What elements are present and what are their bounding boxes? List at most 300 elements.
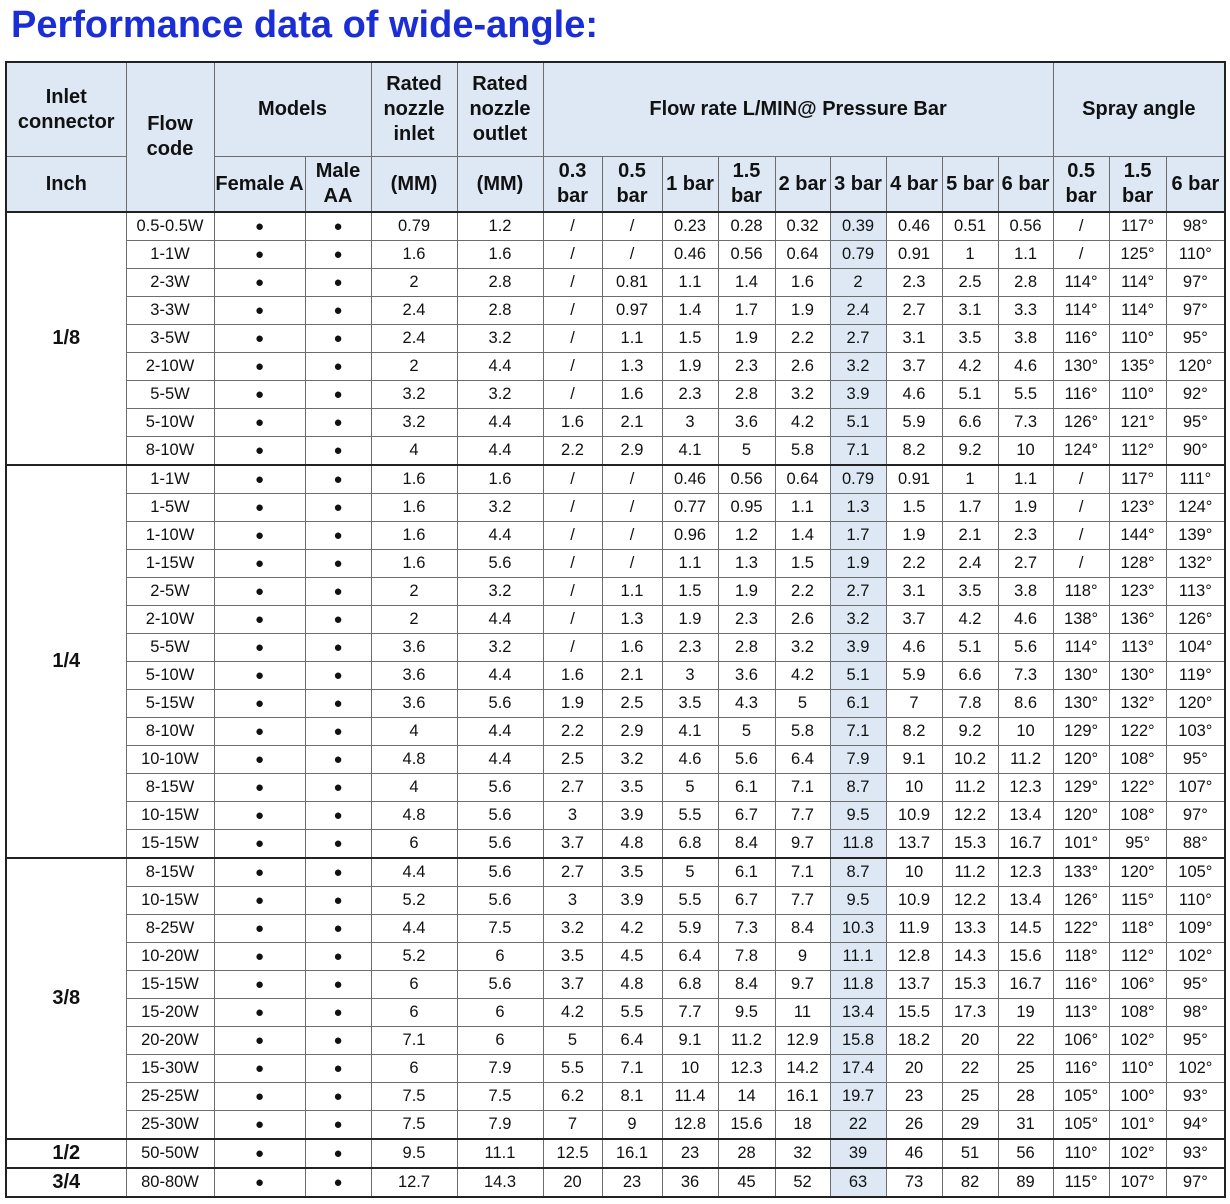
flow-0.5bar-cell: 4.2 xyxy=(602,915,662,943)
angle-1.5bar-cell: 95° xyxy=(1109,830,1166,859)
male-aa-cell: ● xyxy=(305,381,371,409)
flow-0.5bar-cell: 3.9 xyxy=(602,802,662,830)
flow-3bar-cell: 3.9 xyxy=(830,634,886,662)
flow-2bar-cell: 12.9 xyxy=(775,1027,830,1055)
flow-code-cell: 20-20W xyxy=(126,1027,214,1055)
flow-code-cell: 3-5W xyxy=(126,325,214,353)
outlet-mm-cell: 3.2 xyxy=(457,325,543,353)
outlet-mm-cell: 6 xyxy=(457,943,543,971)
flow-code-cell: 10-15W xyxy=(126,802,214,830)
flow-0.5bar-cell: 23 xyxy=(602,1168,662,1197)
flow-6bar-cell: 1.1 xyxy=(998,465,1053,494)
angle-1.5bar-cell: 108° xyxy=(1109,802,1166,830)
flow-code-cell: 15-15W xyxy=(126,971,214,999)
flow-2bar-cell: 1.9 xyxy=(775,297,830,325)
female-a-cell: ● xyxy=(214,606,305,634)
flow-0.5bar-cell: 3.5 xyxy=(602,774,662,802)
male-aa-cell: ● xyxy=(305,437,371,466)
flow-6bar-cell: 10 xyxy=(998,718,1053,746)
table-row xyxy=(6,887,1225,915)
flow-1bar-cell: 36 xyxy=(662,1168,718,1197)
angle-1.5bar-cell: 115° xyxy=(1109,887,1166,915)
flow-5bar-cell: 25 xyxy=(942,1083,998,1111)
flow-0.5bar-cell: 4.8 xyxy=(602,830,662,859)
flow-1.5bar-cell: 3.6 xyxy=(718,662,775,690)
flow-5bar-cell: 3.1 xyxy=(942,297,998,325)
flow-2bar-cell: 9.7 xyxy=(775,971,830,999)
inlet-mm-cell: 4 xyxy=(371,437,457,466)
flow-code-cell: 15-15W xyxy=(126,830,214,859)
flow-2bar-cell: 1.5 xyxy=(775,550,830,578)
flow-0.3bar-cell: 2.2 xyxy=(543,437,602,466)
angle-6bar-cell: 88° xyxy=(1166,830,1225,859)
flow-5bar-cell: 3.5 xyxy=(942,578,998,606)
table-row xyxy=(6,662,1225,690)
flow-3bar-cell: 6.1 xyxy=(830,690,886,718)
header-spray-angle: Spray angle xyxy=(1053,62,1225,157)
flow-5bar-cell: 1 xyxy=(942,465,998,494)
flow-6bar-cell: 5.6 xyxy=(998,634,1053,662)
outlet-mm-cell: 1.6 xyxy=(457,241,543,269)
table-row xyxy=(6,830,1225,859)
flow-2bar-cell: 4.2 xyxy=(775,662,830,690)
flow-1.5bar-cell: 5 xyxy=(718,437,775,466)
inlet-mm-cell: 9.5 xyxy=(371,1139,457,1168)
flow-4bar-cell: 3.7 xyxy=(886,606,942,634)
flow-1bar-cell: 1.9 xyxy=(662,353,718,381)
flow-code-cell: 10-20W xyxy=(126,943,214,971)
female-a-cell: ● xyxy=(214,858,305,887)
flow-0.5bar-cell: 0.97 xyxy=(602,297,662,325)
angle-1.5bar-cell: 117° xyxy=(1109,465,1166,494)
header-inlet-connector: Inlet connector xyxy=(6,62,126,157)
header-rated-nozzle-inlet: Rated nozzle inlet xyxy=(371,62,457,157)
outlet-mm-cell: 4.4 xyxy=(457,718,543,746)
inch-group-cell: 3/4 xyxy=(6,1168,126,1197)
flow-0.3bar-cell: 5 xyxy=(543,1027,602,1055)
flow-0.3bar-cell: 1.9 xyxy=(543,690,602,718)
outlet-mm-cell: 3.2 xyxy=(457,494,543,522)
flow-6bar-cell: 25 xyxy=(998,1055,1053,1083)
flow-1.5bar-cell: 15.6 xyxy=(718,1111,775,1140)
flow-5bar-cell: 0.51 xyxy=(942,212,998,241)
flow-0.5bar-cell: / xyxy=(602,494,662,522)
male-aa-cell: ● xyxy=(305,409,371,437)
outlet-mm-cell: 5.6 xyxy=(457,971,543,999)
flow-2bar-cell: 7.7 xyxy=(775,802,830,830)
angle-0.5bar-cell: 115° xyxy=(1053,1168,1109,1197)
flow-code-cell: 0.5-0.5W xyxy=(126,212,214,241)
flow-1bar-cell: 7.7 xyxy=(662,999,718,1027)
female-a-cell: ● xyxy=(214,1027,305,1055)
header-rated-nozzle-outlet: Rated nozzle outlet xyxy=(457,62,543,157)
flow-0.5bar-cell: / xyxy=(602,212,662,241)
flow-4bar-cell: 73 xyxy=(886,1168,942,1197)
male-aa-cell: ● xyxy=(305,830,371,859)
flow-0.3bar-cell: 20 xyxy=(543,1168,602,1197)
male-aa-cell: ● xyxy=(305,269,371,297)
angle-1.5bar-cell: 110° xyxy=(1109,1055,1166,1083)
angle-0.5bar-cell: 130° xyxy=(1053,662,1109,690)
flow-1bar-cell: 1.9 xyxy=(662,606,718,634)
angle-0.5bar-cell: 116° xyxy=(1053,325,1109,353)
outlet-mm-cell: 4.4 xyxy=(457,606,543,634)
inlet-mm-cell: 0.79 xyxy=(371,212,457,241)
flow-1bar-cell: 23 xyxy=(662,1139,718,1168)
flow-1.5bar-cell: 2.8 xyxy=(718,381,775,409)
flow-2bar-cell: 16.1 xyxy=(775,1083,830,1111)
flow-4bar-cell: 10.9 xyxy=(886,887,942,915)
angle-0.5bar-cell: 120° xyxy=(1053,802,1109,830)
flow-6bar-cell: 3.8 xyxy=(998,578,1053,606)
flow-code-cell: 15-30W xyxy=(126,1055,214,1083)
female-a-cell: ● xyxy=(214,915,305,943)
flow-3bar-cell: 1.9 xyxy=(830,550,886,578)
flow-1.5bar-cell: 1.4 xyxy=(718,269,775,297)
angle-6bar-cell: 110° xyxy=(1166,887,1225,915)
outlet-mm-cell: 4.4 xyxy=(457,522,543,550)
flow-3bar-cell: 8.7 xyxy=(830,858,886,887)
flow-code-cell: 5-10W xyxy=(126,662,214,690)
female-a-cell: ● xyxy=(214,746,305,774)
flow-1bar-cell: 1.5 xyxy=(662,325,718,353)
inlet-mm-cell: 4.4 xyxy=(371,915,457,943)
outlet-mm-cell: 5.6 xyxy=(457,550,543,578)
flow-5bar-cell: 20 xyxy=(942,1027,998,1055)
angle-1.5bar-cell: 123° xyxy=(1109,494,1166,522)
inlet-mm-cell: 3.6 xyxy=(371,662,457,690)
angle-6bar-cell: 97° xyxy=(1166,1168,1225,1197)
outlet-mm-cell: 3.2 xyxy=(457,381,543,409)
flow-code-cell: 10-10W xyxy=(126,746,214,774)
outlet-mm-cell: 5.6 xyxy=(457,690,543,718)
header-female-a: Female A xyxy=(214,157,305,213)
angle-1.5bar-cell: 120° xyxy=(1109,858,1166,887)
flow-2bar-cell: 1.6 xyxy=(775,269,830,297)
flow-code-cell: 8-25W xyxy=(126,915,214,943)
outlet-mm-cell: 6 xyxy=(457,1027,543,1055)
male-aa-cell: ● xyxy=(305,887,371,915)
flow-1.5bar-cell: 1.9 xyxy=(718,578,775,606)
flow-6bar-cell: 2.7 xyxy=(998,550,1053,578)
flow-3bar-cell: 9.5 xyxy=(830,802,886,830)
inlet-mm-cell: 4 xyxy=(371,718,457,746)
flow-code-cell: 8-15W xyxy=(126,858,214,887)
flow-0.5bar-cell: 3.2 xyxy=(602,746,662,774)
flow-1.5bar-cell: 6.1 xyxy=(718,774,775,802)
flow-1.5bar-cell: 28 xyxy=(718,1139,775,1168)
female-a-cell: ● xyxy=(214,550,305,578)
flow-5bar-cell: 4.2 xyxy=(942,606,998,634)
female-a-cell: ● xyxy=(214,409,305,437)
table-row xyxy=(6,1027,1225,1055)
header-pressure: 0.5 bar xyxy=(602,157,662,213)
angle-0.5bar-cell: 138° xyxy=(1053,606,1109,634)
flow-1bar-cell: 4.1 xyxy=(662,437,718,466)
flow-2bar-cell: 1.4 xyxy=(775,522,830,550)
angle-1.5bar-cell: 108° xyxy=(1109,999,1166,1027)
outlet-mm-cell: 7.9 xyxy=(457,1111,543,1140)
flow-1bar-cell: 2.3 xyxy=(662,381,718,409)
flow-5bar-cell: 7.8 xyxy=(942,690,998,718)
header-angle-pressure: 1.5 bar xyxy=(1109,157,1166,213)
female-a-cell: ● xyxy=(214,1168,305,1197)
male-aa-cell: ● xyxy=(305,325,371,353)
flow-4bar-cell: 10 xyxy=(886,858,942,887)
angle-1.5bar-cell: 102° xyxy=(1109,1139,1166,1168)
angle-1.5bar-cell: 110° xyxy=(1109,325,1166,353)
angle-6bar-cell: 98° xyxy=(1166,999,1225,1027)
flow-0.5bar-cell: 2.5 xyxy=(602,690,662,718)
flow-0.5bar-cell: 4.5 xyxy=(602,943,662,971)
flow-5bar-cell: 15.3 xyxy=(942,830,998,859)
flow-6bar-cell: 4.6 xyxy=(998,606,1053,634)
flow-4bar-cell: 12.8 xyxy=(886,943,942,971)
angle-0.5bar-cell: 116° xyxy=(1053,1055,1109,1083)
male-aa-cell: ● xyxy=(305,971,371,999)
flow-6bar-cell: 28 xyxy=(998,1083,1053,1111)
table-row xyxy=(6,381,1225,409)
inlet-mm-cell: 3.6 xyxy=(371,690,457,718)
flow-4bar-cell: 10.9 xyxy=(886,802,942,830)
flow-1bar-cell: 11.4 xyxy=(662,1083,718,1111)
flow-4bar-cell: 13.7 xyxy=(886,830,942,859)
flow-4bar-cell: 1.5 xyxy=(886,494,942,522)
flow-0.3bar-cell: 6.2 xyxy=(543,1083,602,1111)
flow-0.3bar-cell: 3.5 xyxy=(543,943,602,971)
flow-4bar-cell: 18.2 xyxy=(886,1027,942,1055)
flow-6bar-cell: 10 xyxy=(998,437,1053,466)
angle-1.5bar-cell: 135° xyxy=(1109,353,1166,381)
flow-0.5bar-cell: / xyxy=(602,550,662,578)
flow-0.3bar-cell: 3 xyxy=(543,887,602,915)
inlet-mm-cell: 4.8 xyxy=(371,802,457,830)
flow-3bar-cell: 15.8 xyxy=(830,1027,886,1055)
flow-0.5bar-cell: 5.5 xyxy=(602,999,662,1027)
inlet-mm-cell: 4.8 xyxy=(371,746,457,774)
flow-0.5bar-cell: / xyxy=(602,522,662,550)
table-row xyxy=(6,746,1225,774)
angle-0.5bar-cell: / xyxy=(1053,241,1109,269)
angle-0.5bar-cell: 106° xyxy=(1053,1027,1109,1055)
flow-0.3bar-cell: 2.5 xyxy=(543,746,602,774)
angle-0.5bar-cell: 126° xyxy=(1053,409,1109,437)
outlet-mm-cell: 7.9 xyxy=(457,1055,543,1083)
inlet-mm-cell: 6 xyxy=(371,999,457,1027)
flow-6bar-cell: 3.3 xyxy=(998,297,1053,325)
flow-1.5bar-cell: 5.6 xyxy=(718,746,775,774)
table-row xyxy=(6,550,1225,578)
angle-0.5bar-cell: / xyxy=(1053,494,1109,522)
flow-0.5bar-cell: 1.1 xyxy=(602,325,662,353)
outlet-mm-cell: 7.5 xyxy=(457,915,543,943)
inlet-mm-cell: 7.5 xyxy=(371,1083,457,1111)
flow-0.3bar-cell: / xyxy=(543,353,602,381)
flow-0.3bar-cell: / xyxy=(543,297,602,325)
flow-0.5bar-cell: 1.6 xyxy=(602,634,662,662)
angle-6bar-cell: 102° xyxy=(1166,1055,1225,1083)
flow-5bar-cell: 3.5 xyxy=(942,325,998,353)
flow-0.3bar-cell: / xyxy=(543,494,602,522)
inlet-mm-cell: 6 xyxy=(371,971,457,999)
angle-1.5bar-cell: 100° xyxy=(1109,1083,1166,1111)
header-male-aa: Male AA xyxy=(305,157,371,213)
flow-1.5bar-cell: 1.2 xyxy=(718,522,775,550)
outlet-mm-cell: 1.6 xyxy=(457,465,543,494)
flow-0.3bar-cell: / xyxy=(543,578,602,606)
flow-code-cell: 1-5W xyxy=(126,494,214,522)
female-a-cell: ● xyxy=(214,830,305,859)
angle-6bar-cell: 93° xyxy=(1166,1139,1225,1168)
inlet-mm-cell: 2.4 xyxy=(371,297,457,325)
flow-0.5bar-cell: 9 xyxy=(602,1111,662,1140)
table-row xyxy=(6,634,1225,662)
angle-1.5bar-cell: 101° xyxy=(1109,1111,1166,1140)
flow-3bar-cell: 3.2 xyxy=(830,606,886,634)
inlet-mm-cell: 2 xyxy=(371,606,457,634)
header-inlet-mm: (MM) xyxy=(371,157,457,213)
table-body xyxy=(6,212,1225,1197)
flow-3bar-cell: 22 xyxy=(830,1111,886,1140)
flow-5bar-cell: 2.1 xyxy=(942,522,998,550)
flow-3bar-cell: 63 xyxy=(830,1168,886,1197)
outlet-mm-cell: 5.6 xyxy=(457,802,543,830)
table-row xyxy=(6,1083,1225,1111)
flow-6bar-cell: 16.7 xyxy=(998,971,1053,999)
flow-1bar-cell: 3 xyxy=(662,409,718,437)
angle-1.5bar-cell: 128° xyxy=(1109,550,1166,578)
male-aa-cell: ● xyxy=(305,1083,371,1111)
flow-2bar-cell: 2.6 xyxy=(775,606,830,634)
table-row xyxy=(6,437,1225,466)
outlet-mm-cell: 5.6 xyxy=(457,887,543,915)
flow-1bar-cell: 3.5 xyxy=(662,690,718,718)
flow-3bar-cell: 3.2 xyxy=(830,353,886,381)
flow-1bar-cell: 0.96 xyxy=(662,522,718,550)
flow-1.5bar-cell: 14 xyxy=(718,1083,775,1111)
inch-group-cell: 1/2 xyxy=(6,1139,126,1168)
flow-5bar-cell: 5.1 xyxy=(942,634,998,662)
inch-group-cell: 1/4 xyxy=(6,465,126,858)
flow-5bar-cell: 14.3 xyxy=(942,943,998,971)
flow-0.5bar-cell: 16.1 xyxy=(602,1139,662,1168)
flow-1bar-cell: 0.46 xyxy=(662,465,718,494)
table-row xyxy=(6,325,1225,353)
table-row xyxy=(6,1139,1225,1168)
male-aa-cell: ● xyxy=(305,718,371,746)
flow-5bar-cell: 6.6 xyxy=(942,662,998,690)
flow-1bar-cell: 10 xyxy=(662,1055,718,1083)
flow-2bar-cell: 5.8 xyxy=(775,718,830,746)
table-row xyxy=(6,774,1225,802)
inlet-mm-cell: 2 xyxy=(371,269,457,297)
flow-2bar-cell: 1.1 xyxy=(775,494,830,522)
flow-4bar-cell: 5.9 xyxy=(886,662,942,690)
flow-6bar-cell: 14.5 xyxy=(998,915,1053,943)
flow-2bar-cell: 4.2 xyxy=(775,409,830,437)
flow-2bar-cell: 7.7 xyxy=(775,887,830,915)
flow-4bar-cell: 4.6 xyxy=(886,634,942,662)
inch-group-cell: 3/8 xyxy=(6,858,126,1139)
flow-0.3bar-cell: / xyxy=(543,381,602,409)
inlet-mm-cell: 3.6 xyxy=(371,634,457,662)
flow-code-cell: 2-3W xyxy=(126,269,214,297)
male-aa-cell: ● xyxy=(305,662,371,690)
flow-3bar-cell: 1.3 xyxy=(830,494,886,522)
table-row xyxy=(6,1055,1225,1083)
outlet-mm-cell: 1.2 xyxy=(457,212,543,241)
flow-3bar-cell: 13.4 xyxy=(830,999,886,1027)
male-aa-cell: ● xyxy=(305,690,371,718)
flow-4bar-cell: 2.3 xyxy=(886,269,942,297)
flow-0.5bar-cell: 1.3 xyxy=(602,606,662,634)
performance-table xyxy=(5,61,1226,1198)
flow-1.5bar-cell: 2.3 xyxy=(718,606,775,634)
angle-1.5bar-cell: 144° xyxy=(1109,522,1166,550)
angle-0.5bar-cell: 122° xyxy=(1053,915,1109,943)
flow-1.5bar-cell: 2.3 xyxy=(718,353,775,381)
flow-0.3bar-cell: 1.6 xyxy=(543,662,602,690)
flow-5bar-cell: 11.2 xyxy=(942,858,998,887)
flow-0.5bar-cell: 2.9 xyxy=(602,718,662,746)
flow-4bar-cell: 3.1 xyxy=(886,325,942,353)
flow-2bar-cell: 0.64 xyxy=(775,465,830,494)
female-a-cell: ● xyxy=(214,494,305,522)
flow-3bar-cell: 17.4 xyxy=(830,1055,886,1083)
flow-4bar-cell: 8.2 xyxy=(886,718,942,746)
female-a-cell: ● xyxy=(214,578,305,606)
angle-0.5bar-cell: / xyxy=(1053,212,1109,241)
flow-3bar-cell: 7.9 xyxy=(830,746,886,774)
angle-0.5bar-cell: 129° xyxy=(1053,718,1109,746)
inlet-mm-cell: 7.1 xyxy=(371,1027,457,1055)
flow-5bar-cell: 29 xyxy=(942,1111,998,1140)
angle-0.5bar-cell: 116° xyxy=(1053,381,1109,409)
female-a-cell: ● xyxy=(214,1139,305,1168)
male-aa-cell: ● xyxy=(305,943,371,971)
flow-1.5bar-cell: 6.1 xyxy=(718,858,775,887)
male-aa-cell: ● xyxy=(305,802,371,830)
female-a-cell: ● xyxy=(214,690,305,718)
angle-1.5bar-cell: 114° xyxy=(1109,269,1166,297)
flow-4bar-cell: 11.9 xyxy=(886,915,942,943)
table-row xyxy=(6,1111,1225,1140)
flow-6bar-cell: 2.8 xyxy=(998,269,1053,297)
angle-0.5bar-cell: 105° xyxy=(1053,1083,1109,1111)
angle-1.5bar-cell: 114° xyxy=(1109,297,1166,325)
flow-6bar-cell: 22 xyxy=(998,1027,1053,1055)
flow-code-cell: 25-25W xyxy=(126,1083,214,1111)
angle-0.5bar-cell: / xyxy=(1053,522,1109,550)
flow-0.3bar-cell: 3 xyxy=(543,802,602,830)
angle-0.5bar-cell: 133° xyxy=(1053,858,1109,887)
flow-1bar-cell: 9.1 xyxy=(662,1027,718,1055)
flow-3bar-cell: 5.1 xyxy=(830,662,886,690)
male-aa-cell: ● xyxy=(305,550,371,578)
flow-3bar-cell: 19.7 xyxy=(830,1083,886,1111)
flow-0.3bar-cell: 3.2 xyxy=(543,915,602,943)
flow-6bar-cell: 31 xyxy=(998,1111,1053,1140)
flow-3bar-cell: 11.8 xyxy=(830,971,886,999)
flow-1.5bar-cell: 0.56 xyxy=(718,465,775,494)
flow-2bar-cell: 2.2 xyxy=(775,578,830,606)
angle-0.5bar-cell: 120° xyxy=(1053,746,1109,774)
flow-0.3bar-cell: / xyxy=(543,465,602,494)
flow-5bar-cell: 5.1 xyxy=(942,381,998,409)
male-aa-cell: ● xyxy=(305,578,371,606)
angle-0.5bar-cell: 116° xyxy=(1053,971,1109,999)
table-row xyxy=(6,606,1225,634)
